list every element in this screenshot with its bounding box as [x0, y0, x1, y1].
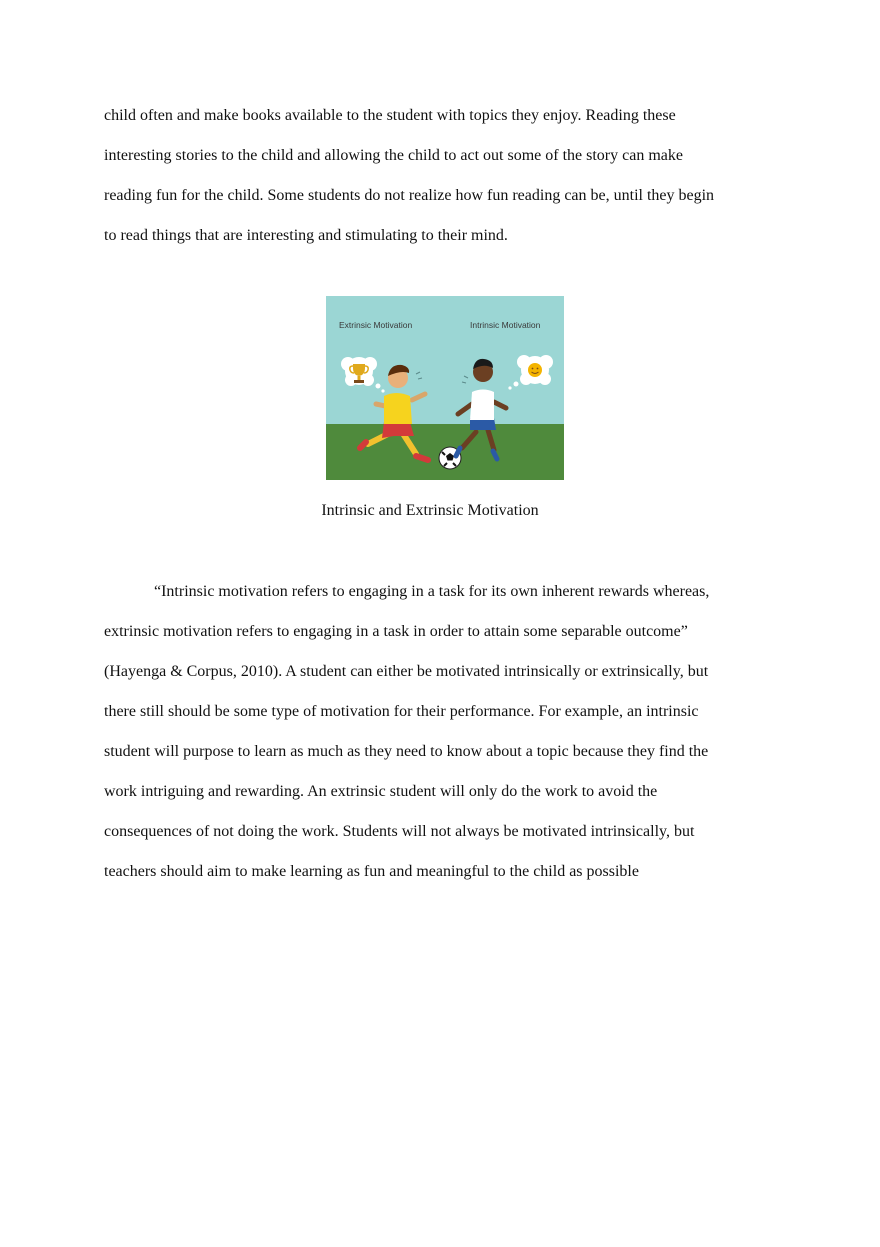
paragraph-line: reading fun for the child. Some students do not realize how fun reading can be, until they begin — [104, 187, 715, 204]
smiley-sun-icon — [528, 363, 542, 377]
paragraph-line: interesting stories to the child and allowing the child to act out some of the story can make — [104, 147, 683, 164]
paragraph-line: there still should be some type of motivation for their performance. For example, an intrinsic — [104, 703, 699, 720]
paragraph-reading-fun — [104, 96, 784, 256]
figure-caption: Intrinsic and Extrinsic Motivation — [321, 502, 539, 519]
motivation-illustration — [326, 296, 564, 480]
paragraph-line: to read things that are interesting and stimulating to their mind. — [104, 227, 508, 244]
paragraph-line: consequences of not doing the work. Students will not always be motivated intrinsically, but — [104, 823, 695, 840]
extrinsic-motivation-label: Extrinsic Motivation — [339, 320, 413, 330]
paragraph-line: child often and make books available to the student with topics they enjoy. Reading these — [104, 107, 676, 124]
paragraph-line: work intriguing and rewarding. An extrinsic student will only do the work to avoid the — [104, 783, 658, 800]
paragraph-motivation — [104, 572, 784, 892]
paragraph-line: teachers should aim to make learning as fun and meaningful to the child as possible — [104, 863, 639, 880]
paragraph-line: extrinsic motivation refers to engaging in a task in order to attain some separable outcome” — [104, 623, 688, 640]
paragraph-line: (Hayenga & Corpus, 2010). A student can either be motivated intrinsically or extrinsically, but — [104, 663, 709, 680]
intrinsic-motivation-label: Intrinsic Motivation — [470, 320, 541, 330]
paragraph-line: “Intrinsic motivation refers to engaging in a task for its own inherent rewards whereas, — [154, 583, 710, 600]
paragraph-line: student will purpose to learn as much as they need to know about a topic because they find the — [104, 743, 709, 760]
